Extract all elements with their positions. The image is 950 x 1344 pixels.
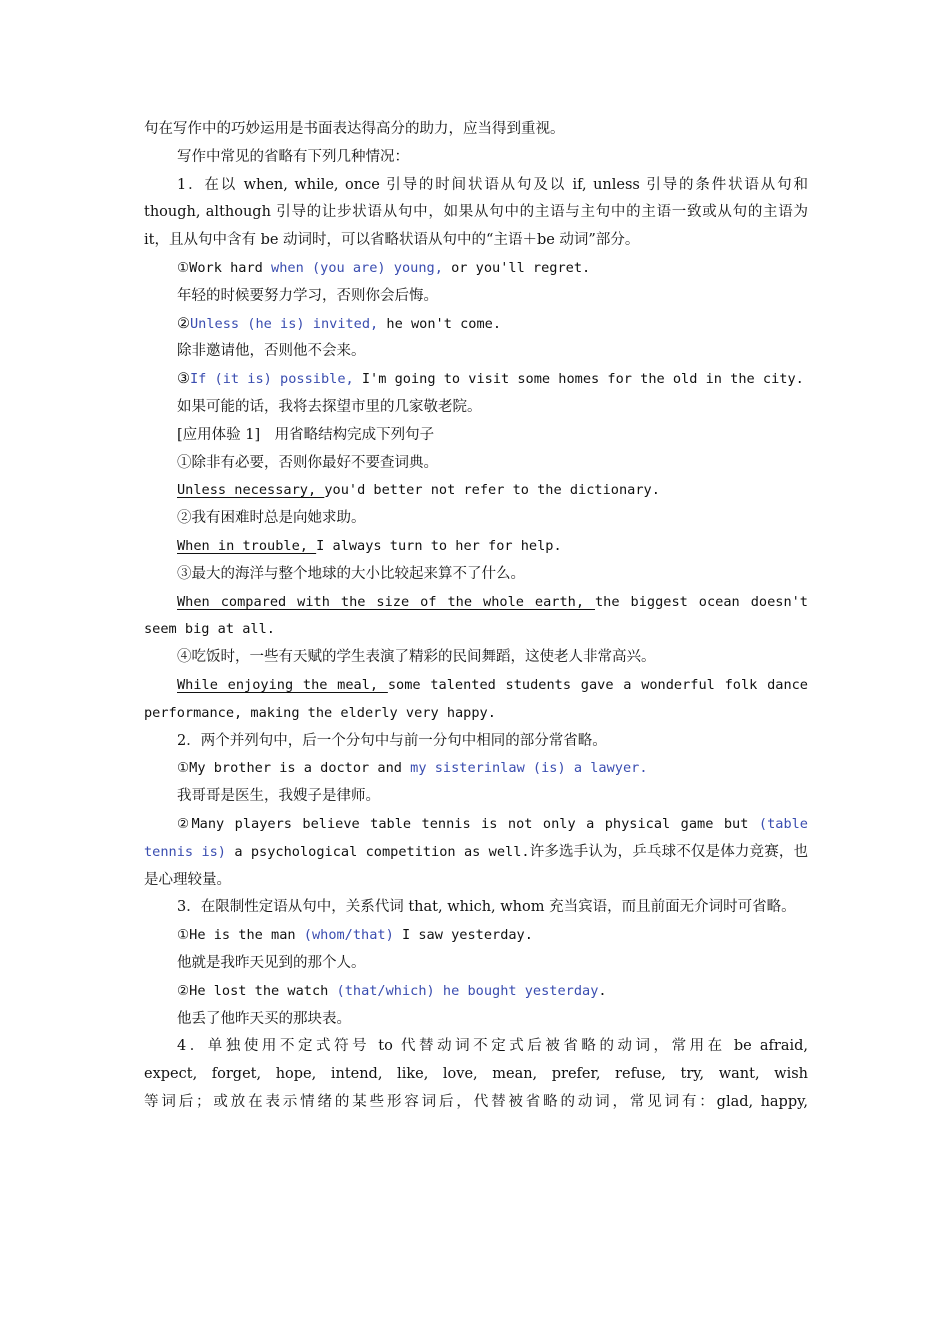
rule-3-example-2-translation: 他丢了他昨天买的那块表。 — [177, 1010, 351, 1027]
practice-2-prompt: ②我有困难时总是向她求助。 — [177, 510, 366, 527]
rule-4-line-3: 等词后；或放在表示情绪的某些形容词后，代替被省略的动词，常见词有：glad, happy, — [144, 1093, 808, 1110]
example-3-translation: 如果可能的话，我将去探望市里的几家敬老院。 — [177, 398, 482, 415]
practice-4-answer: While enjoying the meal, some talented students gave a wonderful folk dance performance, making the elderly very happy. — [144, 676, 808, 721]
practice-4-prompt: ④吃饭时，一些有天赋的学生表演了精彩的民间舞蹈，这使老人非常高兴。 — [177, 649, 656, 666]
rule-4-line-1: 4．单独使用不定式符号 to 代替动词不定式后被省略的动词，常用在 be afraid, — [177, 1038, 808, 1055]
rule-1: 1．在以 when, while, once 引导的时间状语从句及以 if, unless 引导的条件状语从句和 though, although 引导的让步状语从句中，如果从句中的主语与主句中的主语一致或从句的主语为 it，且从句中含有 be 动词时，可以省略状语从句中的“主语＋be 动词”部分。 — [144, 176, 808, 249]
practice-1-prompt: ①除非有必要，否则你最好不要查词典。 — [177, 454, 438, 471]
rule-2-example-2: ②Many players believe table tennis is not only a physical game but (table tennis is) a psychological competition as well.许多选手认为，乒乓球不仅是体力竞赛，也是心理较量。 — [144, 815, 809, 888]
example-2-translation: 除非邀请他，否则他不会来。 — [177, 343, 366, 360]
rule-4-line-2: expect, forget, hope, intend, like, love, mean, prefer, refuse, try, want, wish — [144, 1066, 808, 1083]
document-page — [144, 116, 808, 1117]
example-2: ②Unless (he is) invited, he won't come. — [177, 315, 502, 332]
practice-3-prompt: ③最大的海洋与整个地球的大小比较起来算不了什么。 — [177, 565, 525, 582]
rule-3-example-1-translation: 他就是我昨天见到的那个人。 — [177, 954, 366, 971]
practice-3-answer: When compared with the size of the whole earth, the biggest ocean doesn't seem big at all. — [144, 593, 808, 638]
rule-2-example-1: ①My brother is a doctor and my sisterinlaw (is) a lawyer. — [177, 760, 648, 777]
practice-title: [应用体验 1] 用省略结构完成下列句子 — [177, 426, 435, 443]
rule-2: 2．两个并列句中，后一个分句中与前一分句中相同的部分常省略。 — [177, 732, 607, 749]
rule-3-example-2: ②He lost the watch (that/which) he bought yesterday. — [177, 982, 607, 999]
practice-1-answer: Unless necessary, you'd better not refer to the dictionary. — [177, 482, 660, 499]
rule-3-example-1: ①He is the man (whom/that) I saw yesterday. — [177, 927, 533, 944]
example-3: ③If (it is) possible, I'm going to visit some homes for the old in the city. — [177, 371, 804, 388]
example-1: ①Work hard when (you are) young, or you'll regret. — [177, 259, 591, 276]
practice-2-answer: When in trouble, I always turn to her for help. — [177, 537, 562, 554]
rule-3: 3．在限制性定语从句中，关系代词 that, which, whom 充当宾语，而且前面无介词时可省略。 — [177, 899, 796, 916]
text-line: 句在写作中的巧妙运用是书面表达得高分的助力，应当得到重视。 — [144, 121, 565, 137]
rule-2-example-1-translation: 我哥哥是医生，我嫂子是律师。 — [177, 788, 380, 805]
example-1-translation: 年轻的时候要努力学习，否则你会后悔。 — [177, 287, 438, 304]
text-line: 写作中常见的省略有下列几种情况： — [177, 148, 409, 165]
